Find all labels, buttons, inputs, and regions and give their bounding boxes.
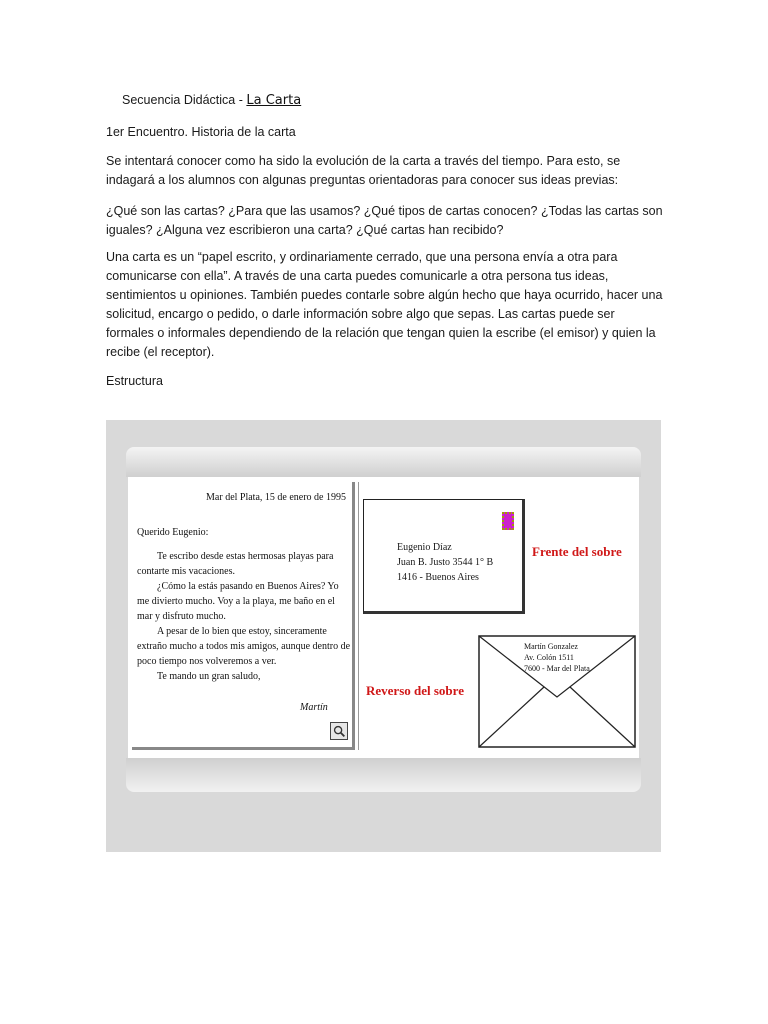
sender-address — [524, 641, 590, 674]
recipient-street: Juan B. Justo 3544 1° B — [397, 557, 494, 568]
title-prefix: Secuencia Didáctica - — [122, 93, 243, 107]
recipient-name: Eugenio Díaz — [397, 542, 452, 553]
sender-city: 7600 - Mar del Plata — [524, 664, 590, 673]
letter-line: Te escribo desde estas hermosas playas para contarte mis vacaciones. — [137, 551, 334, 577]
document-title-line — [122, 93, 301, 108]
figure-top-band — [126, 447, 641, 477]
front-envelope-label: Frente del sobre — [532, 544, 622, 559]
figure-divider — [358, 482, 359, 750]
recipient-city: 1416 - Buenos Aires — [397, 572, 479, 583]
letter-signature: Martín — [300, 702, 328, 713]
magnifier-icon[interactable] — [330, 722, 348, 740]
intro-paragraph: Se intentará conocer como ha sido la evolución de la carta a través del tiempo. Para esto, se indagará a los alumnos con algunas preguntas orientadoras para conocer sus ideas previas: — [106, 154, 621, 187]
definition-paragraph: Una carta es un “papel escrito, y ordinariamente cerrado, que una persona envía a otra para comunicarse con ella”. A través de una carta puedes comunicarle a otra persona tus ideas, sentimientos u opiniones. También puedes contarle sobre algún hecho que haya ocurrido, hacer una solicitud, encargo o pedido, o darle información sobre algo que sepas. Las cartas puede ser formales o informales dependiendo de la relación que tengan quien la escribe (el emisor) y quien la recibe (el receptor). — [106, 250, 663, 359]
stamp-icon — [502, 512, 514, 530]
back-envelope-label: Reverso del sobre — [366, 683, 464, 698]
letter-date: Mar del Plata, 15 de enero de 1995 — [206, 492, 346, 503]
figure-bottom-band — [126, 758, 641, 792]
section-heading: 1er Encuentro. Historia de la carta — [106, 125, 296, 139]
title-carta: La Carta — [246, 93, 302, 108]
letter-structure-figure — [106, 420, 661, 852]
letter-body — [137, 549, 350, 684]
sender-name: Martín Gonzalez — [524, 642, 578, 651]
letter-line: ¿Cómo la estás pasando en Buenos Aires? Yo me divierto mucho. Voy a la playa, me baño en el mar y disfruto mucho. — [137, 581, 339, 622]
recipient-address — [397, 540, 493, 585]
sender-street: Av. Colón 1511 — [524, 653, 574, 662]
envelope-front — [363, 499, 525, 614]
letter-greeting: Querido Eugenio: — [137, 527, 209, 538]
letter-closing: Te mando un gran saludo, — [157, 671, 261, 682]
structure-heading: Estructura — [106, 374, 163, 388]
letter-line: A pesar de lo bien que estoy, sinceramente extraño mucho a todos mis amigos, aunque dentro de poco tiempo nos volveremos a ver. — [137, 626, 351, 667]
letter-sheet — [132, 482, 355, 750]
questions-paragraph: ¿Qué son las cartas? ¿Para que las usamos? ¿Qué tipos de cartas conocen? ¿Todas las cartas son iguales? ¿Alguna vez escribieron una carta? ¿Qué cartas han recibido? — [106, 204, 663, 237]
